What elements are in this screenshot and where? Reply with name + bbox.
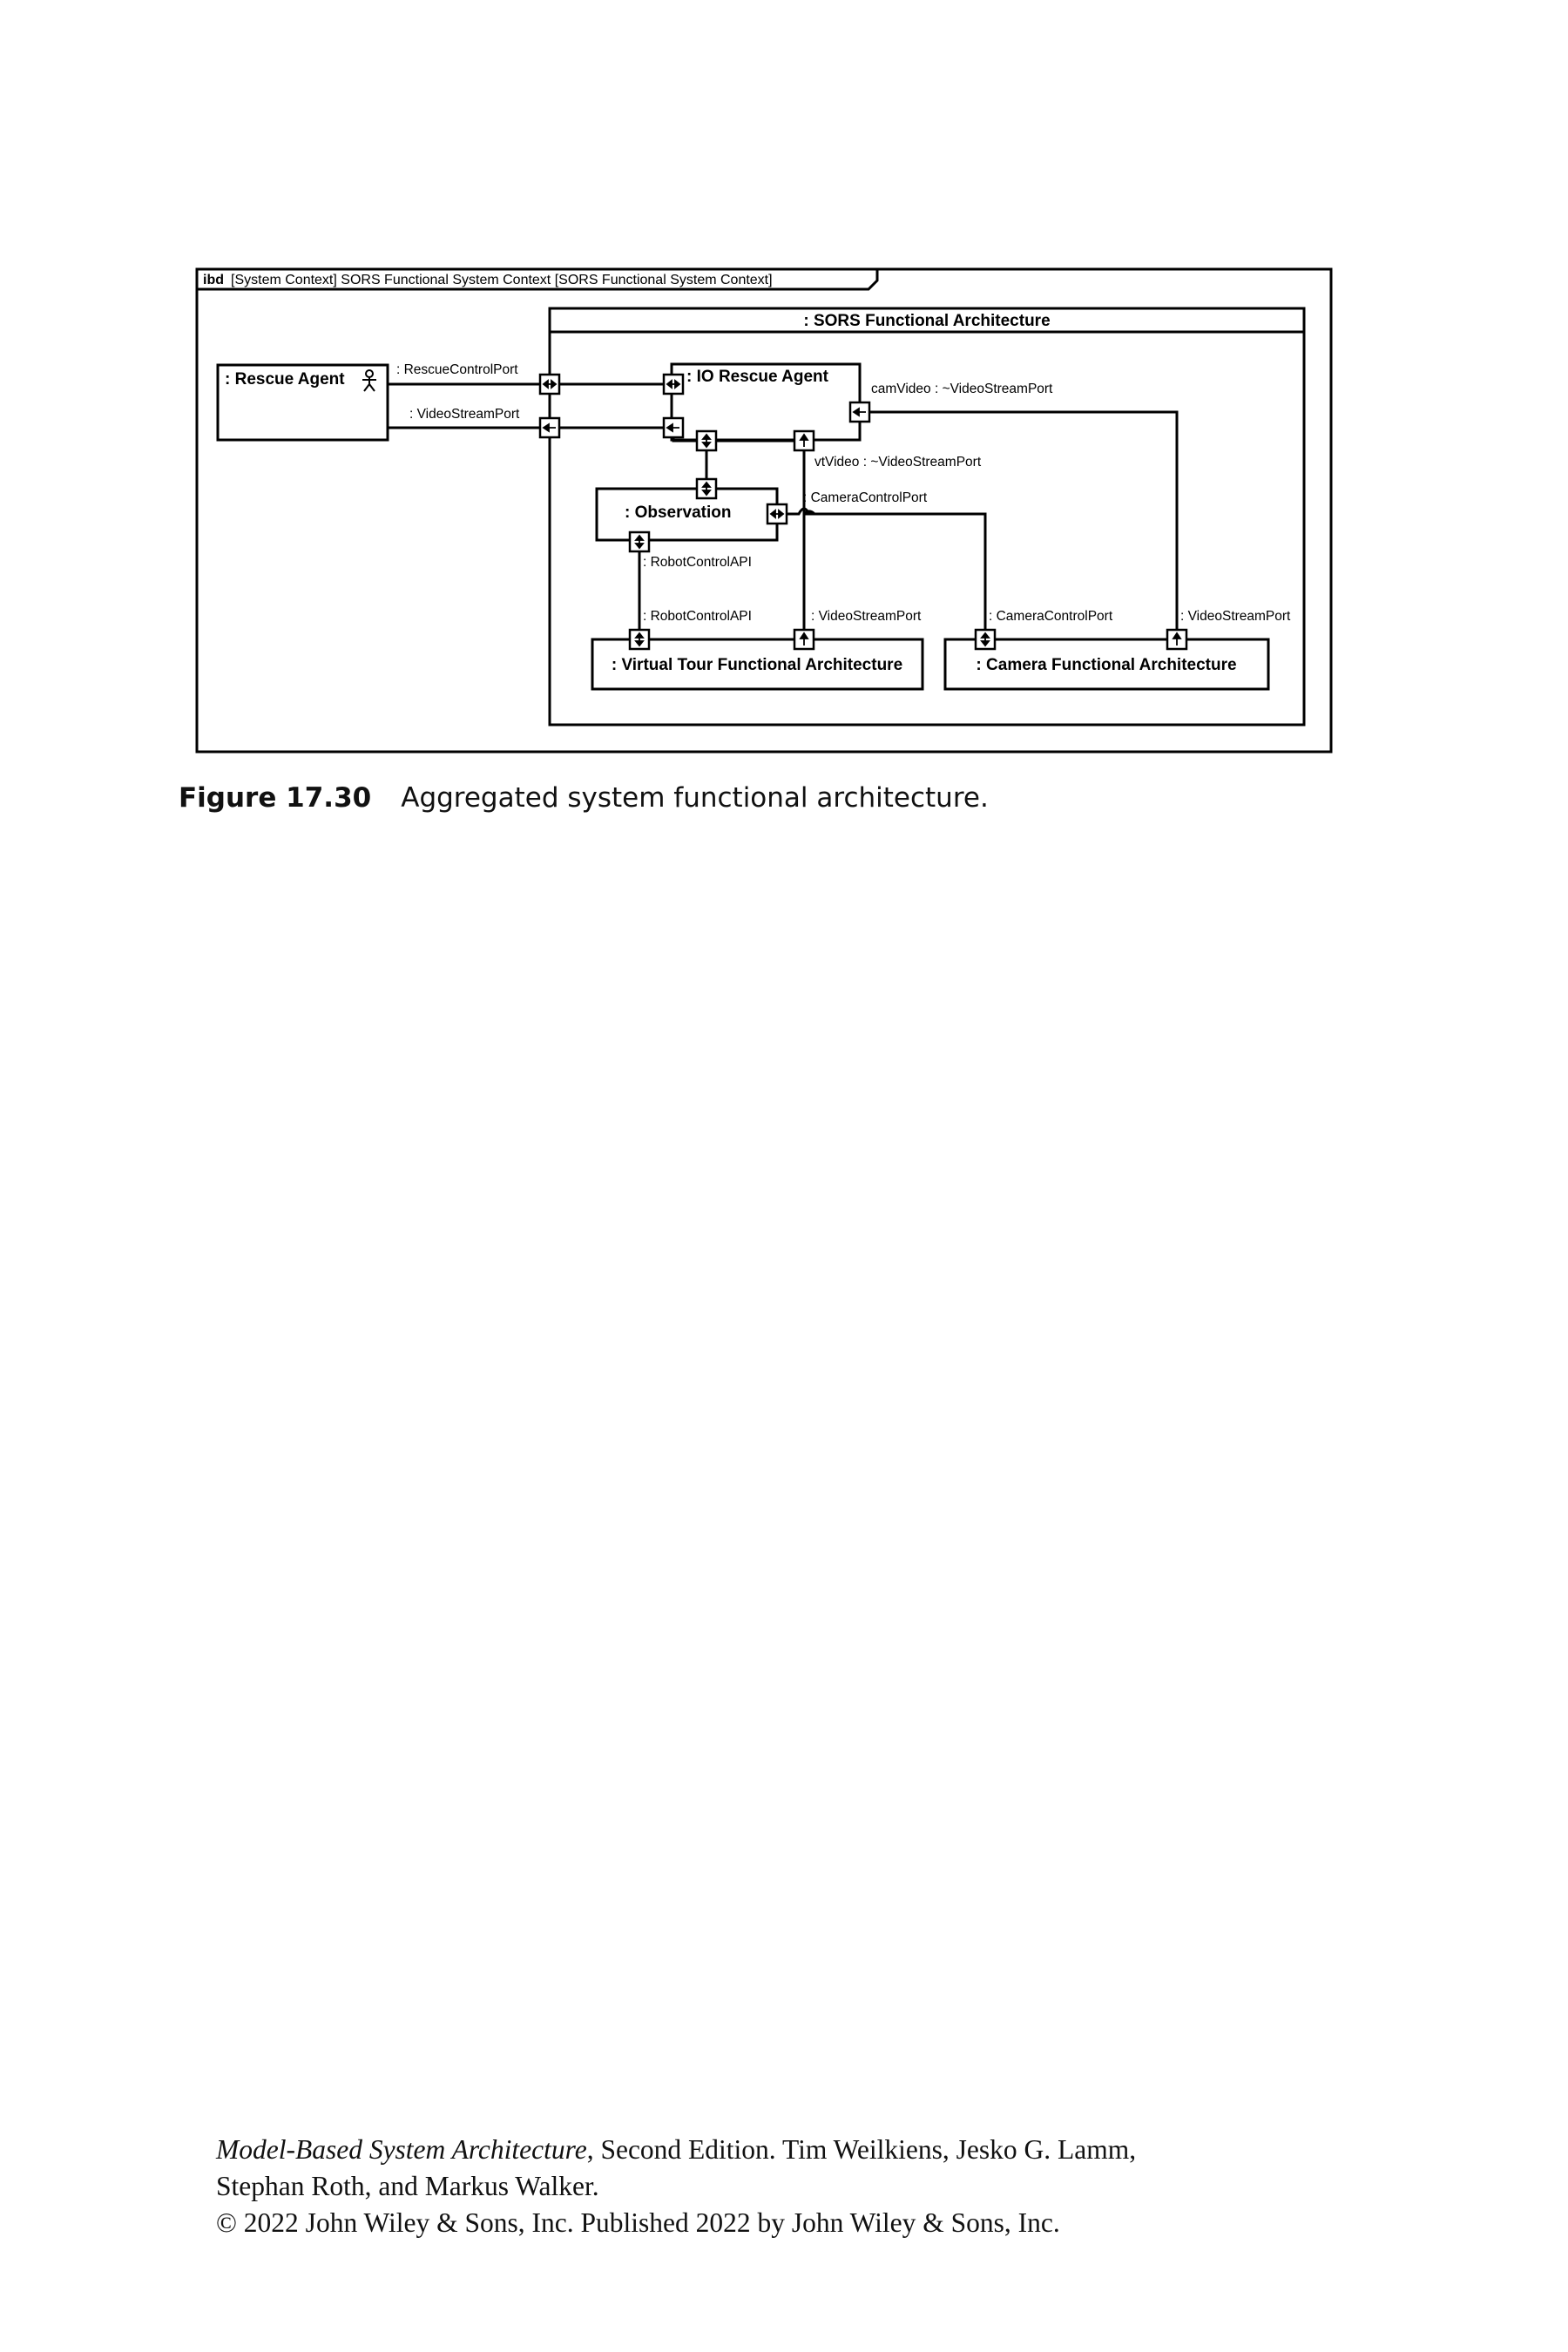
- figure-number: Figure 17.30: [179, 782, 372, 814]
- frame-title: [System Context] SORS Functional System Context [SORS Functional System Context]: [231, 273, 773, 287]
- io-rescue-agent-label: : IO Rescue Agent: [686, 368, 828, 386]
- figure-caption: [179, 782, 989, 814]
- port-label: vtVideo : ~VideoStreamPort: [814, 455, 982, 470]
- book-title: Model-Based System Architecture: [216, 2134, 587, 2165]
- sors-label: : SORS Functional Architecture: [803, 312, 1051, 330]
- port-label: camVideo : ~VideoStreamPort: [871, 382, 1053, 396]
- footer-line-1: [216, 2132, 1136, 2168]
- frame-kind: ibd: [203, 273, 224, 287]
- connector-camvideo: [870, 412, 1177, 629]
- footer-line-2: Stephan Roth, and Markus Walker.: [216, 2171, 599, 2201]
- port-label: : RobotControlAPI: [643, 609, 752, 624]
- camera-label: : Camera Functional Architecture: [976, 656, 1237, 674]
- port-label: : RobotControlAPI: [643, 555, 752, 570]
- port-label: : VideoStreamPort: [1180, 609, 1291, 624]
- port-label: : CameraControlPort: [803, 490, 928, 505]
- virtual-tour-label: : Virtual Tour Functional Architecture: [611, 656, 903, 674]
- rescue-agent-label: : Rescue Agent: [225, 370, 345, 389]
- ibd-frame: [197, 269, 1331, 752]
- footer-copyright: © 2022 John Wiley & Sons, Inc. Published 2022 by John Wiley & Sons, Inc.: [216, 2207, 1060, 2238]
- port-label: : VideoStreamPort: [409, 407, 520, 422]
- port-label: : RescueControlPort: [396, 362, 518, 377]
- port-label: : VideoStreamPort: [811, 609, 922, 624]
- ibd-diagram: [0, 0, 1568, 784]
- port-label: : CameraControlPort: [989, 609, 1113, 624]
- observation-label: : Observation: [625, 504, 732, 522]
- actor-icon: [362, 370, 376, 391]
- figure-caption-text: Aggregated system functional architecture.: [401, 782, 989, 814]
- page-footer: [216, 2132, 1136, 2241]
- connector-vtvideo: [804, 451, 814, 629]
- footer-line-1-rest: , Second Edition. Tim Weilkiens, Jesko G. Lamm,: [586, 2134, 1137, 2165]
